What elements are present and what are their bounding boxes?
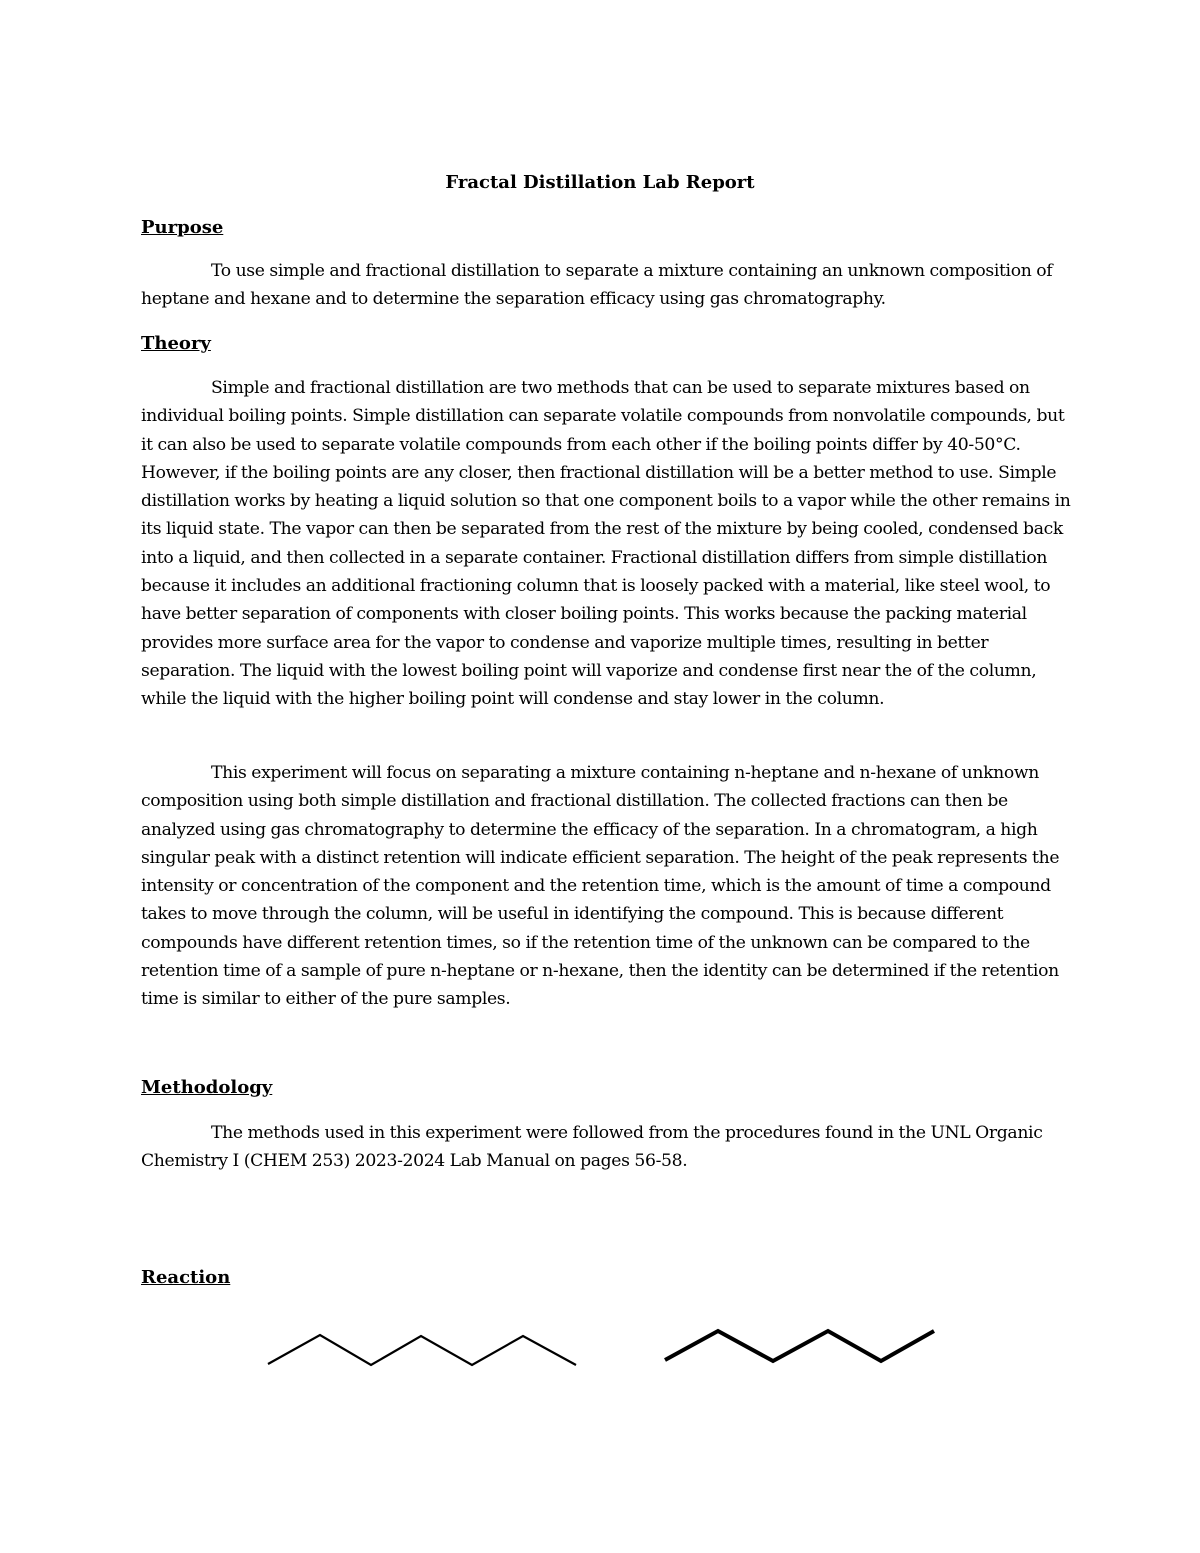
methodology-paragraph: The methods used in this experiment were followed from the procedures found in the UNL Organic Chemistry I (CHEM 253) 2023-2024 Lab Manual on pages 56-58. [141, 1123, 1043, 1172]
purpose-heading: Purpose [141, 217, 224, 238]
methodology-heading: Methodology [141, 1077, 273, 1098]
reaction-heading: Reaction [141, 1267, 231, 1288]
purpose-paragraph: To use simple and fractional distillation to separate a mixture containing an unknown composition of heptane and hexane and to determine the separation efficacy using gas chromatography. [141, 261, 1053, 310]
theory-paragraph-2: This experiment will focus on separating a mixture containing n-heptane and n-hexane of unknown composition using both simple distillation and fractional distillation. The collected fractions can then be analyzed using gas chromatography to determine the efficacy of the separation. In a chromatogram, a high singular peak with a distinct retention will indicate efficient separation. The height of the peak represents the intensity or concentration of the component and the retention time, which is the amount of time a compound takes to move through the column, will be useful in identifying the compound. This is because different compounds have different retention times, so if the retention time of the unknown can be compared to the retention time of a sample of pure n-heptane or n-hexane, then the identity can be determined if the retention time is similar to either of the pure samples. [141, 763, 1060, 1010]
reaction-structures [0, 1310, 1200, 1390]
heptane-skeletal-structure-icon [268, 1335, 576, 1365]
hexane-skeletal-structure-icon [665, 1331, 934, 1361]
document-title: Fractal Distillation Lab Report [445, 172, 755, 193]
theory-paragraph-1: Simple and fractional distillation are two methods that can be used to separate mixtures based on individual boiling points. Simple distillation can separate volatile compounds from nonvolatile compounds, but it can also be used to separate volatile compounds from each other if the boiling points differ by 40-50°C. However, if the boiling points are any closer, then fractional distillation will be a better method to use. Simple distillation works by heating a liquid solution so that one component boils to a vapor while the other remains in its liquid state. The vapor can then be separated from the rest of the mixture by being cooled, condensed back into a liquid, and then collected in a separate container. Fractional distillation differs from simple distillation because it includes an additional fractioning column that is loosely packed with a material, like steel wool, to have better separation of components with closer boiling points. This works because the packing material provides more surface area for the vapor to condense and vaporize multiple times, resulting in better separation. The liquid with the lowest boiling point will vaporize and condense first near the of the column, while the liquid with the higher boiling point will condense and stay lower in the column. [141, 378, 1071, 710]
theory-heading: Theory [141, 333, 211, 354]
